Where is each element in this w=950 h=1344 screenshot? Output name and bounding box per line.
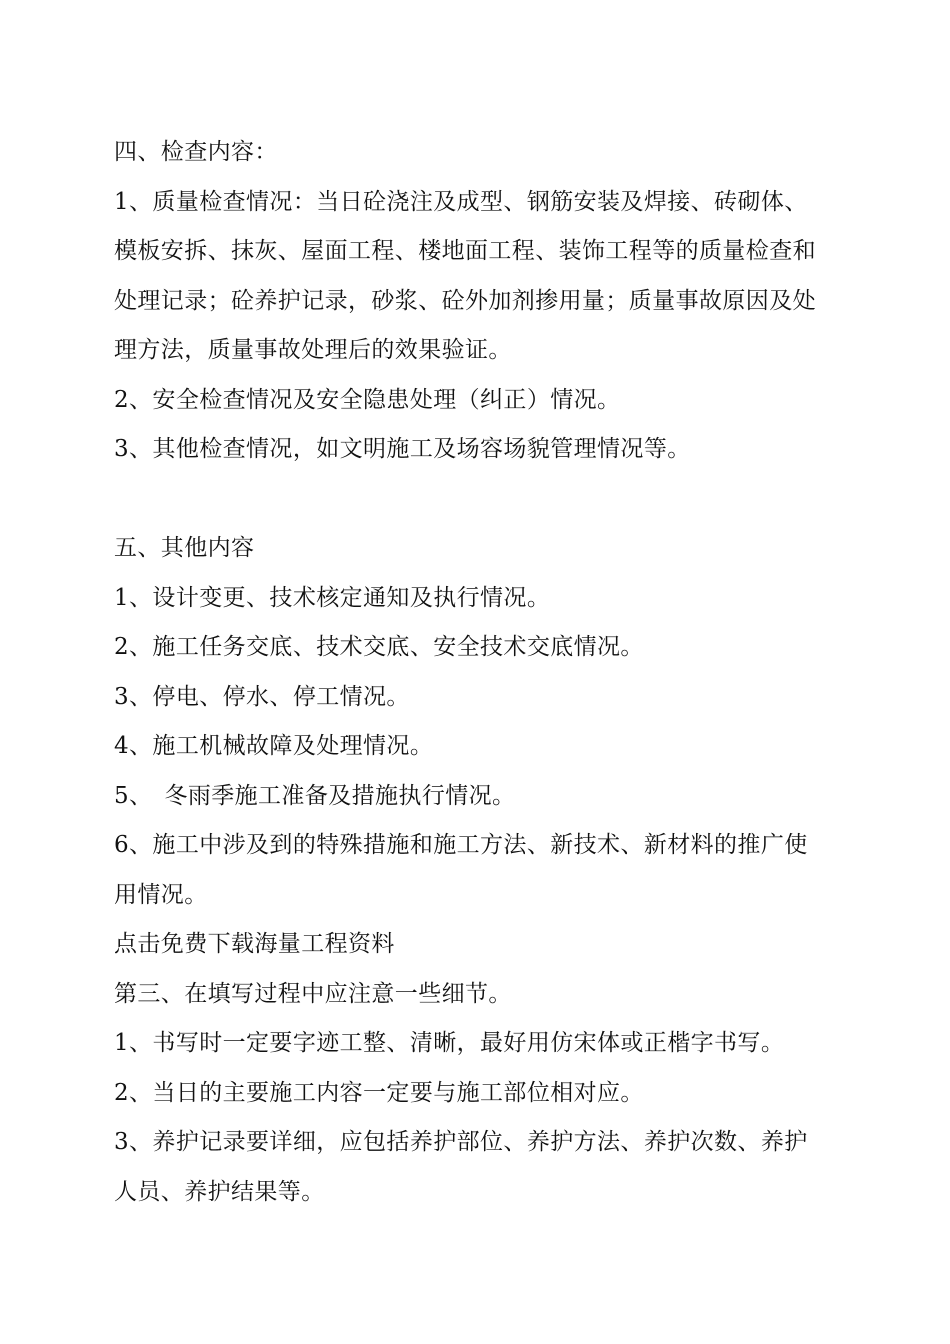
download-link[interactable]: 点击免费下载海量工程资料 [114, 931, 395, 957]
blank-line [114, 475, 844, 525]
item-number: 5、 [114, 782, 153, 809]
other-item-briefing: 2、施工任务交底、技术交底、安全技术交底情况。 [114, 634, 644, 660]
section-heading-inspection: 四、检查内容： [114, 139, 278, 165]
text-line: 人员、养护结果等。 [114, 1178, 325, 1205]
inspection-item-quality [114, 178, 844, 376]
detail-item-correspondence: 2、当日的主要施工内容一定要与施工部位相对应。 [114, 1079, 644, 1106]
text-line: 用情况。 [114, 881, 208, 908]
other-item-outage: 3、停电、停水、停工情况。 [114, 683, 410, 710]
text-line: 1、质量检查情况：当日砼浇注及成型、钢筋安装及焊接、砖砌体、 [114, 188, 808, 215]
text-line: 6、施工中涉及到的特殊措施和施工方法、新技术、新材料的推广使 [114, 832, 808, 858]
detail-item-curing-record [114, 1118, 844, 1217]
section-heading-details: 第三、在填写过程中应注意一些细节。 [114, 980, 512, 1007]
other-item-winter-rain [114, 772, 844, 822]
text-line: 模板安拆、抹灰、屋面工程、楼地面工程、装饰工程等的质量检查和 [114, 238, 816, 264]
text-line: 3、养护记录要详细，应包括养护部位、养护方法、养护次数、养护 [114, 1129, 808, 1155]
text-line: 处理记录；砼养护记录，砂浆、砼外加剂掺用量；质量事故原因及处 [114, 287, 816, 314]
document-page [114, 128, 844, 1217]
section-heading-other-content: 五、其他内容 [114, 535, 255, 561]
item-text: 冬雨季施工准备及措施执行情况。 [164, 782, 516, 809]
inspection-item-safety: 2、安全检查情况及安全隐患处理（纠正）情况。 [114, 386, 621, 413]
other-item-special-measures [114, 821, 844, 920]
other-item-design-change: 1、设计变更、技术核定通知及执行情况。 [114, 584, 551, 611]
text-line: 理方法，质量事故处理后的效果验证。 [114, 337, 512, 363]
other-item-machinery: 4、施工机械故障及处理情况。 [114, 733, 434, 759]
inspection-item-other: 3、其他检查情况，如文明施工及场容场貌管理情况等。 [114, 436, 691, 462]
detail-item-handwriting: 1、书写时一定要字迹工整、清晰，最好用仿宋体或正楷字书写。 [114, 1030, 785, 1056]
